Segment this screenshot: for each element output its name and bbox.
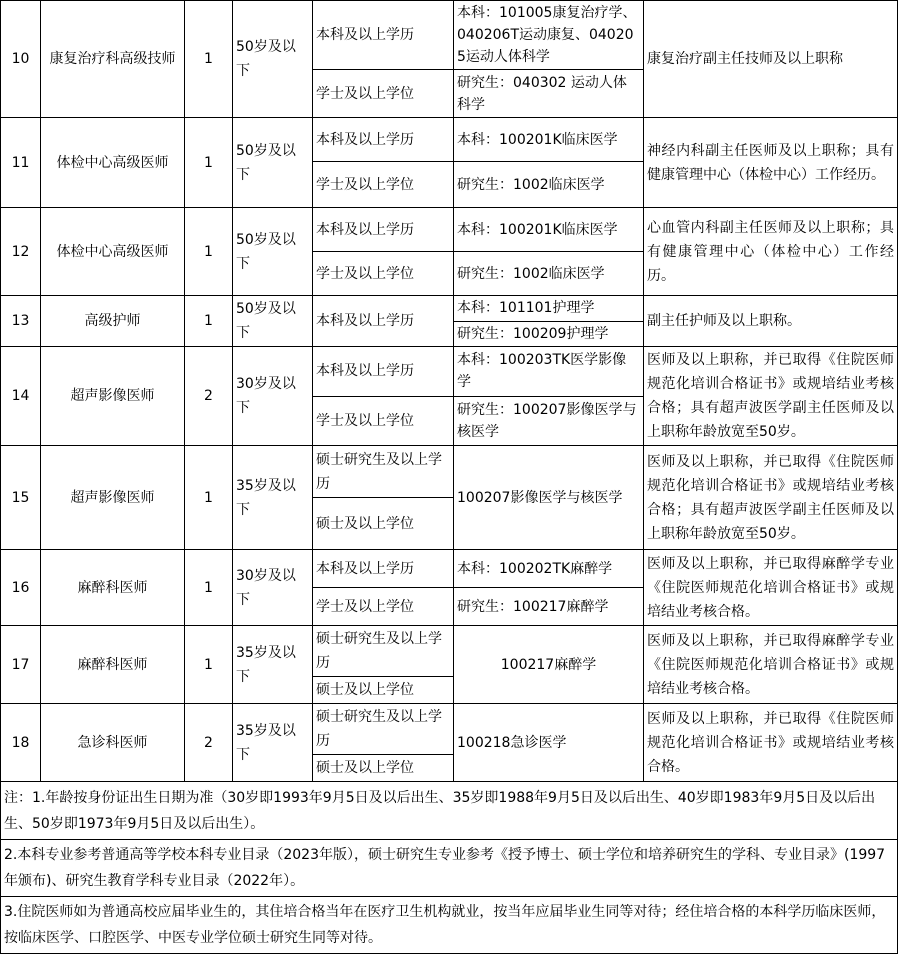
age-limit: 35岁及以下 bbox=[233, 704, 313, 782]
education-requirement: 本科及以上学历 bbox=[313, 1, 454, 70]
headcount: 2 bbox=[185, 704, 233, 782]
age-limit: 30岁及以下 bbox=[233, 347, 313, 446]
major-undergraduate: 本科：100203TK医学影像学 bbox=[454, 347, 644, 397]
major: 100217麻醉学 bbox=[454, 626, 644, 704]
degree-requirement: 硕士及以上学位 bbox=[313, 498, 454, 550]
education-requirement: 本科及以上学历 bbox=[313, 208, 454, 252]
position-name: 急诊科医师 bbox=[41, 704, 185, 782]
major-graduate: 研究生：040302 运动人体科学 bbox=[454, 70, 644, 118]
major-undergraduate: 本科：101005康复治疗学、040206T运动康复、040205运动人体科学 bbox=[454, 1, 644, 70]
headcount: 1 bbox=[185, 118, 233, 208]
position-name: 高级护师 bbox=[41, 296, 185, 347]
degree-requirement: 学士及以上学位 bbox=[313, 162, 454, 208]
table-row bbox=[1, 208, 898, 252]
major-graduate: 研究生：1002临床医学 bbox=[454, 162, 644, 208]
row-number: 14 bbox=[1, 347, 41, 446]
education-requirement: 硕士研究生及以上学历 bbox=[313, 704, 454, 755]
row-number: 11 bbox=[1, 118, 41, 208]
row-number: 15 bbox=[1, 446, 41, 550]
age-limit: 50岁及以下 bbox=[233, 118, 313, 208]
headcount: 1 bbox=[185, 1, 233, 118]
degree-requirement: 学士及以上学位 bbox=[313, 588, 454, 626]
degree-requirement: 学士及以上学位 bbox=[313, 70, 454, 118]
major-graduate: 研究生：1002临床医学 bbox=[454, 252, 644, 296]
other-requirements: 医师及以上职称，并已取得麻醉学专业《住院医师规范化培训合格证书》或规培结业考核合格。 bbox=[644, 550, 898, 626]
row-number: 16 bbox=[1, 550, 41, 626]
headcount: 1 bbox=[185, 296, 233, 347]
row-number: 10 bbox=[1, 1, 41, 118]
note-1: 注：1.年龄按身份证出生日期为准（30岁即1993年9月5日及以后出生、35岁即1988年9月5日及以后出生、40岁即1983年9月5日及以后出生、50岁即1973年9月5日及以后出生）。 bbox=[1, 782, 898, 840]
table-row bbox=[1, 347, 898, 397]
table-row bbox=[1, 296, 898, 322]
age-limit: 50岁及以下 bbox=[233, 208, 313, 296]
other-requirements: 心血管内科副主任医师及以上职称；具有健康管理中心（体检中心）工作经历。 bbox=[644, 208, 898, 296]
education-requirement: 硕士研究生及以上学历 bbox=[313, 446, 454, 498]
row-number: 18 bbox=[1, 704, 41, 782]
education-requirement: 硕士研究生及以上学历 bbox=[313, 626, 454, 677]
major-undergraduate: 本科：100202TK麻醉学 bbox=[454, 550, 644, 588]
headcount: 2 bbox=[185, 347, 233, 446]
major: 100207影像医学与核医学 bbox=[454, 446, 644, 550]
note-3: 3.住院医师如为普通高校应届毕业生的，其住培合格当年在医疗卫生机构就业，按当年应届毕业生同等对待；经住培合格的本科学历临床医师，按临床医学、口腔医学、中医专业学位硕士研究生同等对待。 bbox=[1, 897, 898, 954]
position-name: 体检中心高级医师 bbox=[41, 118, 185, 208]
education-requirement: 本科及以上学历 bbox=[313, 118, 454, 162]
degree-requirement: 硕士及以上学位 bbox=[313, 677, 454, 704]
note-row bbox=[1, 897, 898, 954]
major-graduate: 研究生：100207影像医学与核医学 bbox=[454, 396, 644, 446]
position-name: 超声影像医师 bbox=[41, 347, 185, 446]
table-row bbox=[1, 446, 898, 498]
major-undergraduate: 本科：101101护理学 bbox=[454, 296, 644, 322]
table-row bbox=[1, 1, 898, 70]
other-requirements: 医师及以上职称，并已取得麻醉学专业《住院医师规范化培训合格证书》或规培结业考核合格。 bbox=[644, 626, 898, 704]
degree-requirement: 学士及以上学位 bbox=[313, 396, 454, 446]
headcount: 1 bbox=[185, 550, 233, 626]
note-row bbox=[1, 782, 898, 840]
row-number: 12 bbox=[1, 208, 41, 296]
table-row bbox=[1, 550, 898, 588]
position-name: 麻醉科医师 bbox=[41, 550, 185, 626]
row-number: 13 bbox=[1, 296, 41, 347]
age-limit: 50岁及以下 bbox=[233, 1, 313, 118]
other-requirements: 医师及以上职称，并已取得《住院医师规范化培训合格证书》或规培结业考核合格；具有超声波医学副主任医师及以上职称年龄放宽至50岁。 bbox=[644, 446, 898, 550]
headcount: 1 bbox=[185, 208, 233, 296]
major-undergraduate: 本科：100201K临床医学 bbox=[454, 118, 644, 162]
position-name: 体检中心高级医师 bbox=[41, 208, 185, 296]
position-name: 超声影像医师 bbox=[41, 446, 185, 550]
row-number: 17 bbox=[1, 626, 41, 704]
major-graduate: 研究生：100209护理学 bbox=[454, 321, 644, 347]
position-name: 麻醉科医师 bbox=[41, 626, 185, 704]
note-row bbox=[1, 840, 898, 897]
age-limit: 35岁及以下 bbox=[233, 446, 313, 550]
position-name: 康复治疗科高级技师 bbox=[41, 1, 185, 118]
major-undergraduate: 本科：100201K临床医学 bbox=[454, 208, 644, 252]
note-2: 2.本科专业参考普通高等学校本科专业目录（2023年版），硕士研究生专业参考《授予博士、硕士学位和培养研究生的学科、专业目录》(1997年颁布)、研究生教育学科专业目录（2022年）。 bbox=[1, 840, 898, 897]
age-limit: 30岁及以下 bbox=[233, 550, 313, 626]
other-requirements: 医师及以上职称，并已取得《住院医师规范化培训合格证书》或规培结业考核合格；具有超声波医学副主任医师及以上职称年龄放宽至50岁。 bbox=[644, 347, 898, 446]
major: 100218急诊医学 bbox=[454, 704, 644, 782]
degree-requirement: 硕士及以上学位 bbox=[313, 755, 454, 782]
table-row bbox=[1, 626, 898, 677]
degree-requirement: 学士及以上学位 bbox=[313, 252, 454, 296]
education-requirement: 本科及以上学历 bbox=[313, 296, 454, 347]
headcount: 1 bbox=[185, 446, 233, 550]
age-limit: 35岁及以下 bbox=[233, 626, 313, 704]
other-requirements: 医师及以上职称，并已取得《住院医师规范化培训合格证书》或规培结业考核合格。 bbox=[644, 704, 898, 782]
education-requirement: 本科及以上学历 bbox=[313, 550, 454, 588]
major-graduate: 研究生：100217麻醉学 bbox=[454, 588, 644, 626]
table-row bbox=[1, 704, 898, 755]
education-requirement: 本科及以上学历 bbox=[313, 347, 454, 397]
other-requirements: 神经内科副主任医师及以上职称；具有健康管理中心（体检中心）工作经历。 bbox=[644, 118, 898, 208]
other-requirements: 副主任护师及以上职称。 bbox=[644, 296, 898, 347]
age-limit: 50岁及以下 bbox=[233, 296, 313, 347]
table-row bbox=[1, 118, 898, 162]
other-requirements: 康复治疗副主任技师及以上职称 bbox=[644, 1, 898, 118]
headcount: 1 bbox=[185, 626, 233, 704]
